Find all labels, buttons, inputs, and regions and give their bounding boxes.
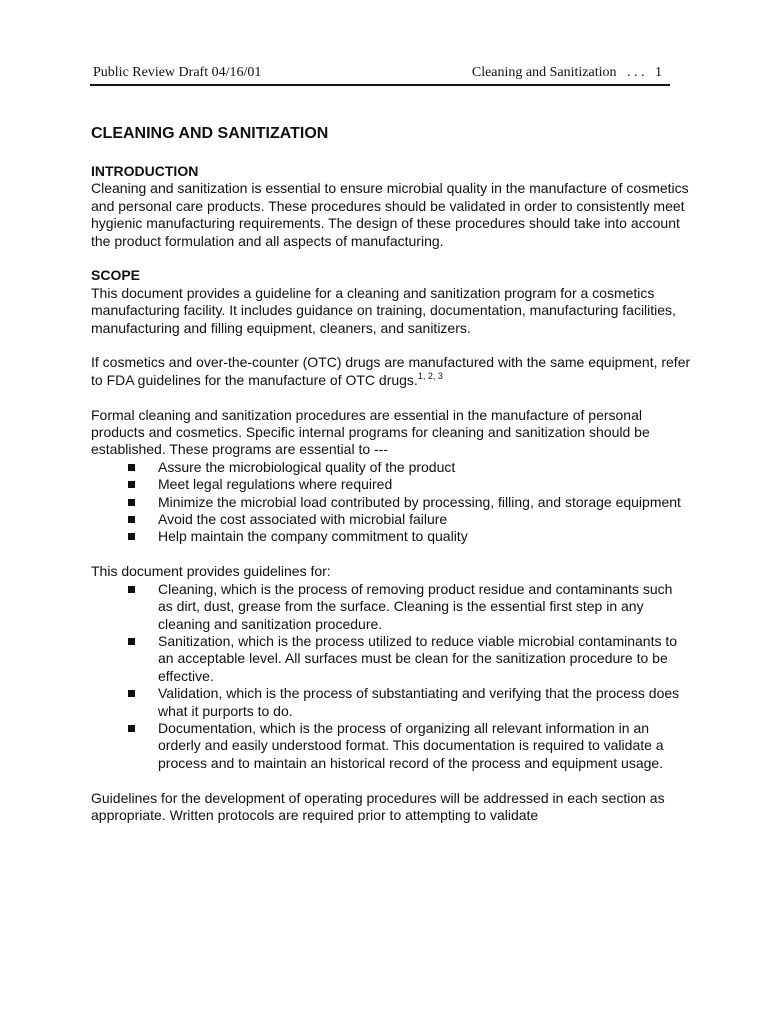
header-divider bbox=[90, 84, 670, 86]
list-item-text: Validation, which is the process of substantiating and verifying that the process does what it purports to do. bbox=[158, 685, 680, 719]
scope-paragraph-2 bbox=[91, 354, 691, 389]
list-item bbox=[91, 511, 691, 528]
list-item-text: Minimize the microbial load contributed by processing, filling, and storage equipment bbox=[158, 493, 681, 510]
scope-paragraph-2-text: If cosmetics and over-the-counter (OTC) drugs are manufactured with the same equipment, refer to FDA guidelines for the manufacture of OTC drugs. bbox=[91, 354, 691, 388]
square-bullet-icon bbox=[128, 516, 135, 523]
scope-paragraph-1: This document provides a guideline for a cleaning and sanitization program for a cosmetics manufacturing facility. It includes guidance on training, documentation, manufacturing facilities, manufacturing and filling equipment, cleaners, and sanitizers. bbox=[91, 284, 676, 336]
document-title: CLEANING AND SANITIZATION bbox=[91, 125, 329, 142]
guideline-list bbox=[91, 581, 691, 772]
list-item bbox=[91, 528, 691, 545]
spacer bbox=[91, 337, 691, 354]
spacer bbox=[91, 389, 691, 406]
spacer bbox=[91, 546, 691, 563]
introduction-paragraph: Cleaning and sanitization is essential to ensure microbial quality in the manufacture of cosmetics and personal care products. These procedures should be validated in order to consistently meet hygienic manufacturing requirements. The design of these procedures should take into account the product formulation and all aspects of manufacturing. bbox=[91, 180, 689, 249]
list-item-text: Cleaning, which is the process of removing product residue and contaminants such as dirt, dust, grease from the surface. Cleaning is the essential first step in any cleaning and sanitization procedure. bbox=[158, 580, 673, 632]
scope-paragraph-4: This document provides guidelines for: bbox=[91, 563, 331, 580]
spacer bbox=[91, 772, 691, 789]
square-bullet-icon bbox=[128, 638, 135, 645]
page-header bbox=[90, 64, 670, 84]
header-section-page-number: Cleaning and Sanitization . . . 1 bbox=[471, 65, 662, 80]
square-bullet-icon bbox=[128, 725, 135, 732]
square-bullet-icon bbox=[128, 464, 135, 471]
introduction-heading: INTRODUCTION bbox=[91, 163, 199, 179]
list-item-text: Sanitization, which is the process utilized to reduce viable microbial contaminants to an acceptable level. All surfaces must be clean for the sanitization procedure to be effective. bbox=[158, 632, 678, 684]
scope-paragraph-3: Formal cleaning and sanitization procedures are essential in the manufacture of personal products and cosmetics. Specific internal programs for cleaning and sanitization should be established. These programs are essential to --- bbox=[91, 406, 650, 458]
list-item-text: Documentation, which is the process of organizing all relevant information in an orderly and easily understood format. This documentation is required to validate a process and to maintain an historical record of the process and equipment usage. bbox=[158, 719, 664, 771]
scope-paragraph-5: Guidelines for the development of operating procedures will be addressed in each section as appropriate. Written protocols are required prior to attempting to validate bbox=[91, 789, 665, 823]
list-item bbox=[91, 633, 691, 685]
square-bullet-icon bbox=[128, 481, 135, 488]
scope-heading: SCOPE bbox=[91, 267, 141, 284]
purpose-list bbox=[91, 459, 691, 546]
list-item bbox=[91, 720, 691, 772]
list-item-text: Help maintain the company commitment to quality bbox=[158, 528, 468, 545]
square-bullet-icon bbox=[128, 586, 135, 593]
square-bullet-icon bbox=[128, 690, 135, 697]
footnote-references: 1, 2, 3 bbox=[417, 370, 443, 381]
list-item bbox=[91, 494, 691, 511]
list-item-text: Meet legal regulations where required bbox=[158, 476, 393, 493]
list-item bbox=[91, 459, 691, 476]
header-draft-label: Public Review Draft 04/16/01 bbox=[93, 65, 262, 80]
spacer bbox=[91, 250, 691, 267]
document-body bbox=[91, 124, 691, 824]
list-item bbox=[91, 581, 691, 633]
list-item bbox=[91, 685, 691, 720]
square-bullet-icon bbox=[128, 499, 135, 506]
square-bullet-icon bbox=[128, 533, 135, 540]
list-item-text: Assure the microbiological quality of the product bbox=[158, 458, 456, 475]
list-item bbox=[91, 476, 691, 493]
list-item-text: Avoid the cost associated with microbial failure bbox=[158, 511, 448, 528]
